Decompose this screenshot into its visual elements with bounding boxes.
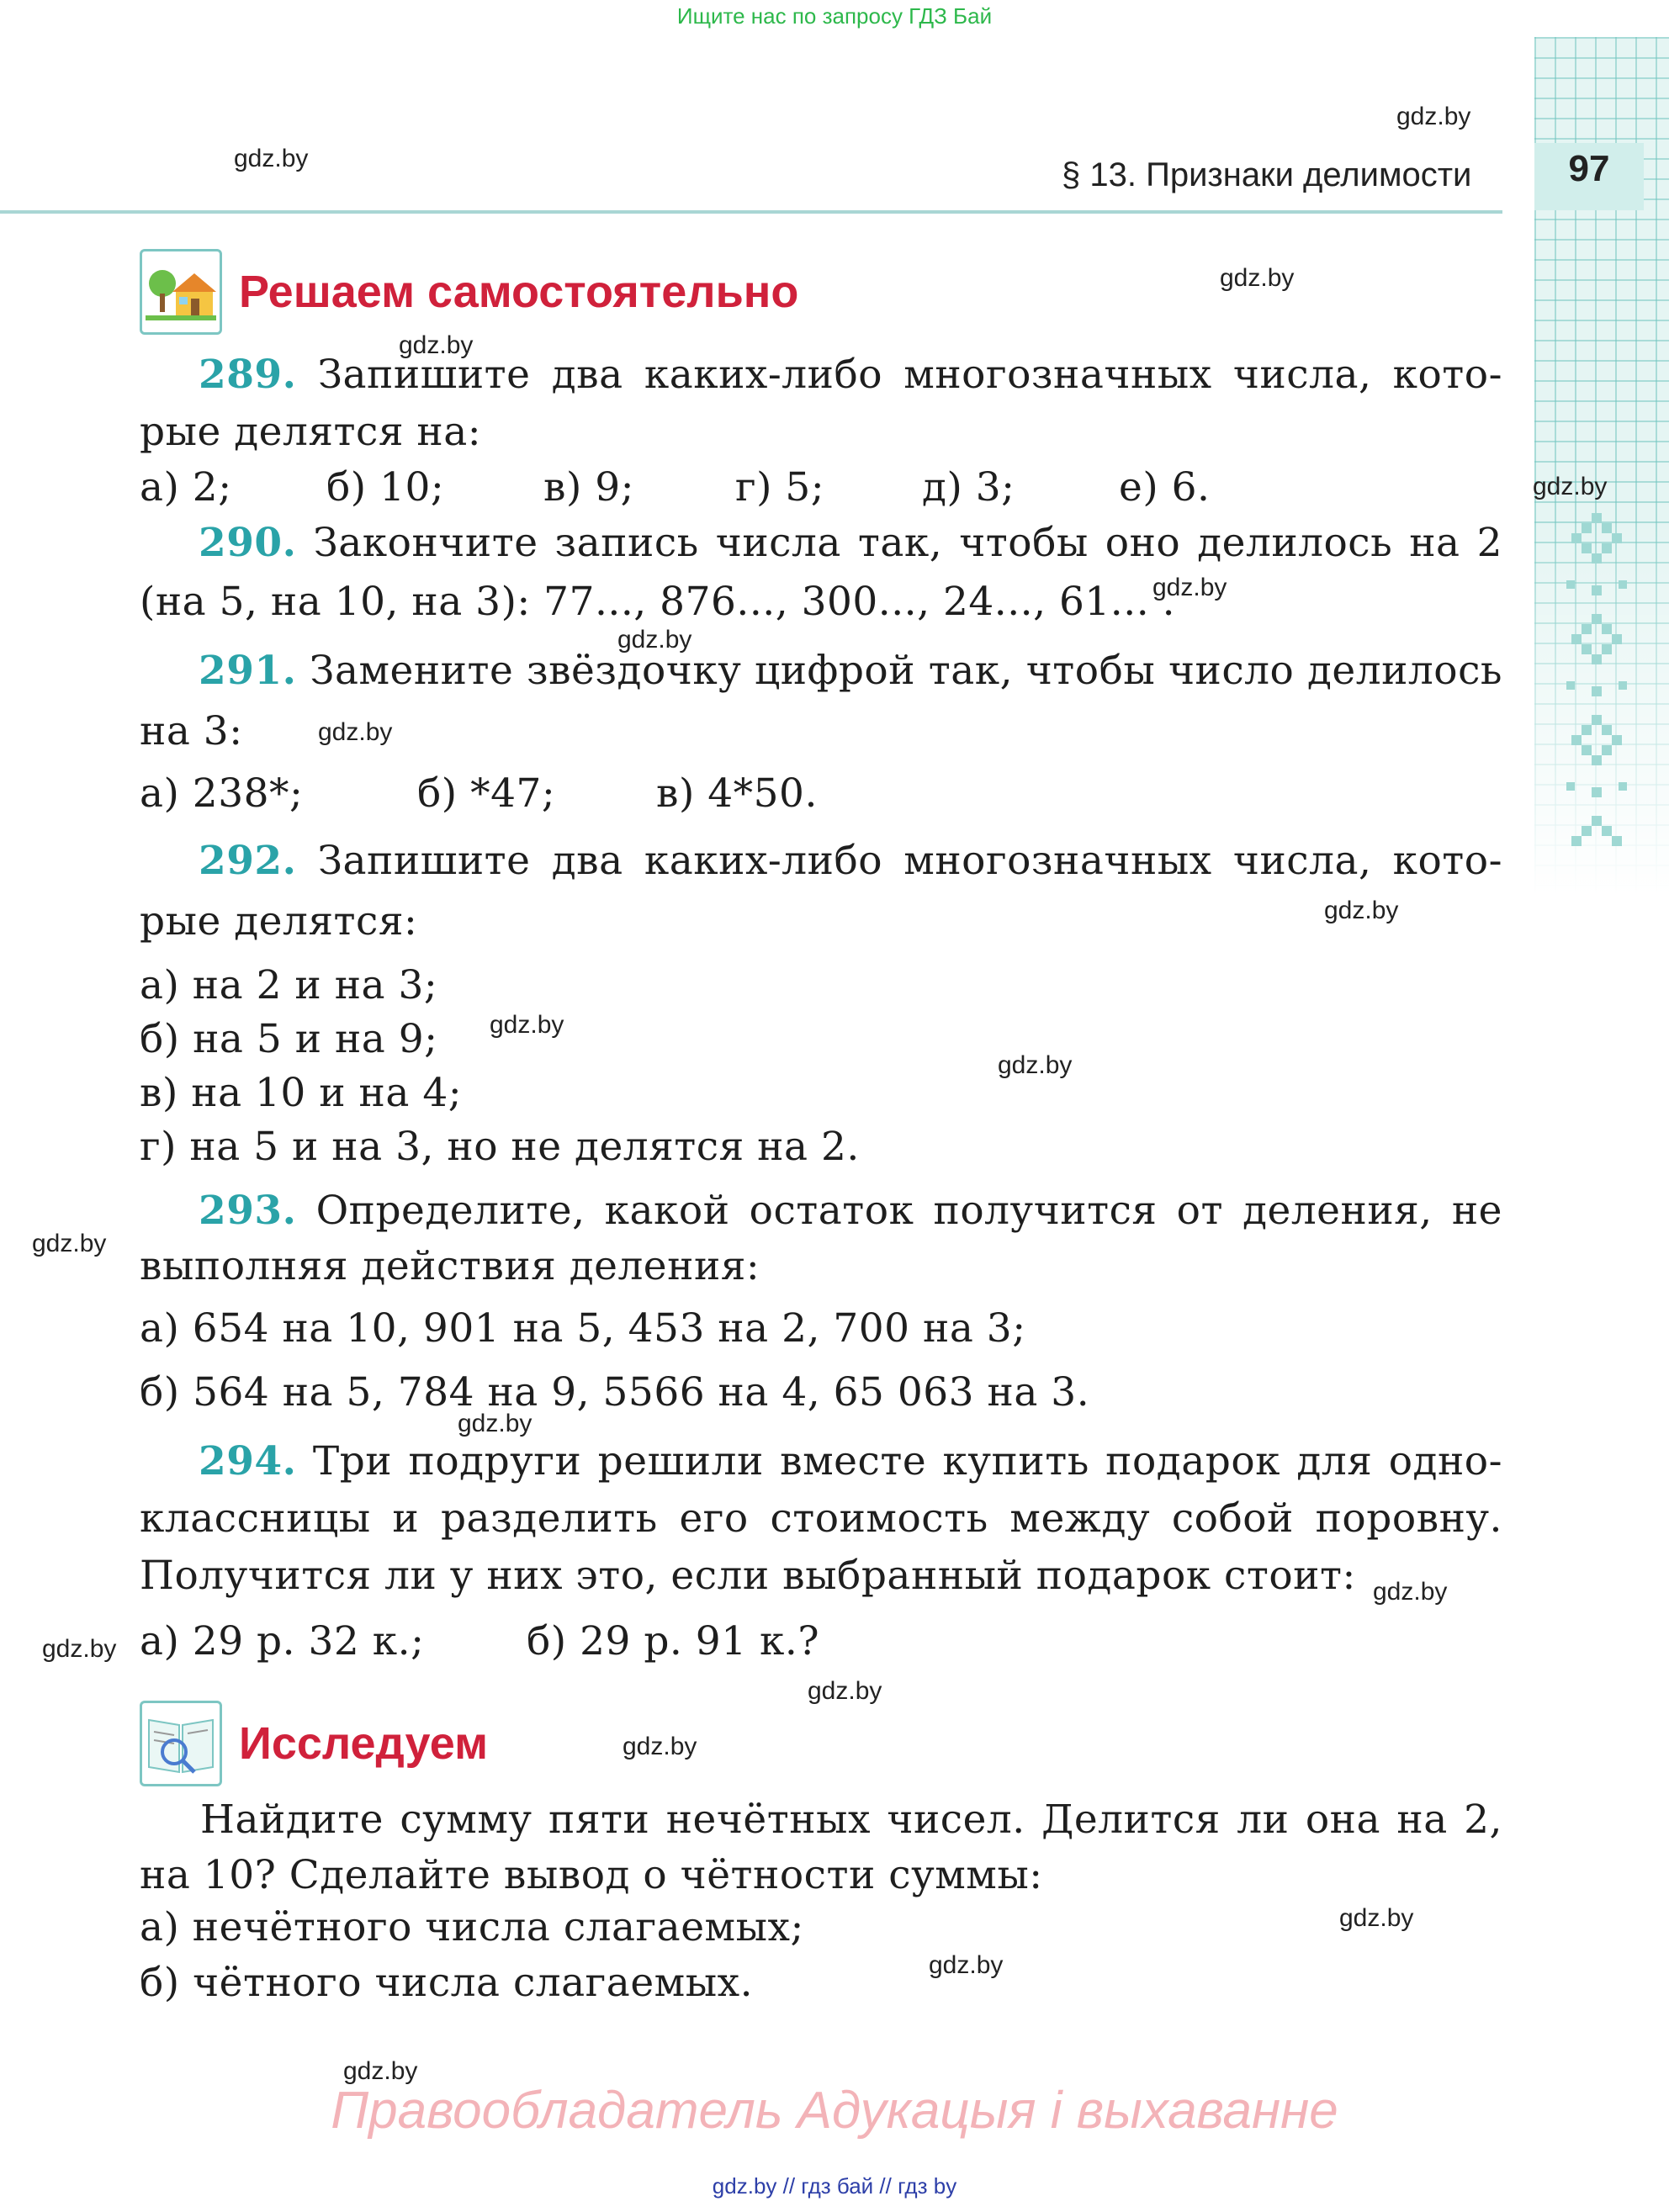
problem-294-line1: 294. Три подруги решили вместе купить подарок для одно-: [199, 1438, 1502, 1484]
problem-292-item-b: б) на 5 и на 9;: [140, 1016, 438, 1062]
problem-291-option-a: а) 238*;: [140, 770, 304, 817]
watermark: gdz.by: [1220, 264, 1295, 292]
copyright-notice: Правообладатель Адукацыя і выхаванне: [331, 2082, 1338, 2140]
problem-292-line2: рые делятся:: [140, 898, 418, 945]
problem-289-option-d: г) 5;: [735, 464, 825, 511]
header-divider: [0, 210, 1502, 214]
watermark: gdz.by: [617, 626, 692, 654]
watermark: gdz.by: [458, 1410, 532, 1437]
problem-289-line1: 289. Запишите два каких-либо многозначных числа, кото-: [199, 352, 1502, 398]
watermark: gdz.by: [998, 1051, 1073, 1079]
problem-292-item-d: г) на 5 и на 3, но не делятся на 2.: [140, 1124, 860, 1170]
explore-item-a: а) нечётного числа слагаемых;: [140, 1904, 804, 1950]
ornament-icon: [1563, 505, 1630, 892]
problem-292-item-c: в) на 10 и на 4;: [140, 1070, 463, 1116]
watermark: gdz.by: [32, 1230, 107, 1257]
top-banner[interactable]: Ищите нас по запросу ГДЗ Бай: [676, 3, 993, 29]
watermark: gdz.by: [399, 331, 474, 359]
watermark: gdz.by: [490, 1011, 564, 1039]
explore-item-b: б) чётного числа слагаемых.: [140, 1960, 754, 2006]
problem-289-option-f: е) 6.: [1119, 464, 1211, 511]
watermark: gdz.by: [1324, 897, 1399, 924]
book-magnifier-icon: [140, 1701, 222, 1786]
watermark: gdz.by: [1373, 1578, 1448, 1606]
watermark: gdz.by: [1152, 574, 1227, 601]
problem-291-line2: на 3:: [140, 708, 243, 754]
problem-290-line1: 290. Закончите запись числа так, чтобы оно делилось на 2: [199, 520, 1502, 566]
explore-line1: Найдите сумму пяти нечётных чисел. Делится ли она на 2,: [200, 1797, 1502, 1843]
problem-289-option-c: в) 9;: [543, 464, 634, 511]
problem-291-option-b: б) *47;: [417, 770, 556, 817]
problem-294-line3: Получится ли у них это, если выбранный подарок стоит:: [140, 1553, 1356, 1599]
watermark: gdz.by: [1533, 473, 1608, 500]
explore-line2: на 10? Сделайте вывод о чётности суммы:: [140, 1852, 1043, 1898]
watermark: gdz.by: [1396, 103, 1471, 130]
footer-links[interactable]: gdz.by // гдз бай // гдз by: [712, 2173, 957, 2199]
watermark: gdz.by: [234, 145, 309, 172]
problem-294-option-b: б) 29 р. 91 к.?: [527, 1618, 820, 1664]
page-number: 97: [1568, 148, 1610, 189]
problem-290-number: 290.: [199, 520, 297, 566]
problem-294-number: 294.: [199, 1438, 297, 1484]
watermark: gdz.by: [1339, 1904, 1414, 1932]
problem-292-line1: 292. Запишите два каких-либо многозначных числа, кото-: [199, 838, 1502, 884]
problem-289-line2: рые делятся на:: [140, 409, 482, 455]
watermark: gdz.by: [343, 2057, 418, 2085]
problem-294-line2: классницы и разделить его стоимость между собой поровну.: [140, 1495, 1502, 1542]
watermark: gdz.by: [318, 718, 393, 746]
problem-293-line2: выполняя действия деления:: [140, 1243, 760, 1289]
problem-291-number: 291.: [199, 648, 297, 694]
watermark: gdz.by: [929, 1951, 1004, 1979]
problem-293-number: 293.: [199, 1188, 297, 1234]
problem-292-item-a: а) на 2 и на 3;: [140, 962, 438, 1008]
solve-heading: Решаем самостоятельно: [239, 267, 799, 317]
watermark: gdz.by: [623, 1733, 697, 1760]
problem-289-number: 289.: [199, 352, 297, 398]
problem-292-number: 292.: [199, 838, 297, 884]
explore-heading: Исследуем: [239, 1718, 489, 1769]
problem-289-option-a: а) 2;: [140, 464, 232, 511]
problem-291-option-c: в) 4*50.: [656, 770, 818, 817]
problem-289-option-b: б) 10;: [326, 464, 445, 511]
problem-293-item-a: а) 654 на 10, 901 на 5, 453 на 2, 700 на 3;: [140, 1305, 1026, 1352]
watermark: gdz.by: [42, 1635, 117, 1663]
problem-291-line1: 291. Замените звёздочку цифрой так, чтобы число делилось: [199, 648, 1502, 694]
problem-289-option-e: д) 3;: [922, 464, 1015, 511]
watermark: gdz.by: [808, 1677, 882, 1705]
problem-290-line2: (на 5, на 10, на 3): 77..., 876..., 300..., 24..., 61... .: [140, 579, 1176, 625]
problem-293-item-b: б) 564 на 5, 784 на 9, 5566 на 4, 65 063 на 3.: [140, 1369, 1090, 1416]
section-title: § 13. Признаки делимости: [1062, 156, 1472, 193]
house-icon: [140, 249, 222, 335]
problem-294-option-a: а) 29 р. 32 к.;: [140, 1618, 425, 1664]
problem-293-line1: 293. Определите, какой остаток получится от деления, не: [199, 1188, 1502, 1234]
